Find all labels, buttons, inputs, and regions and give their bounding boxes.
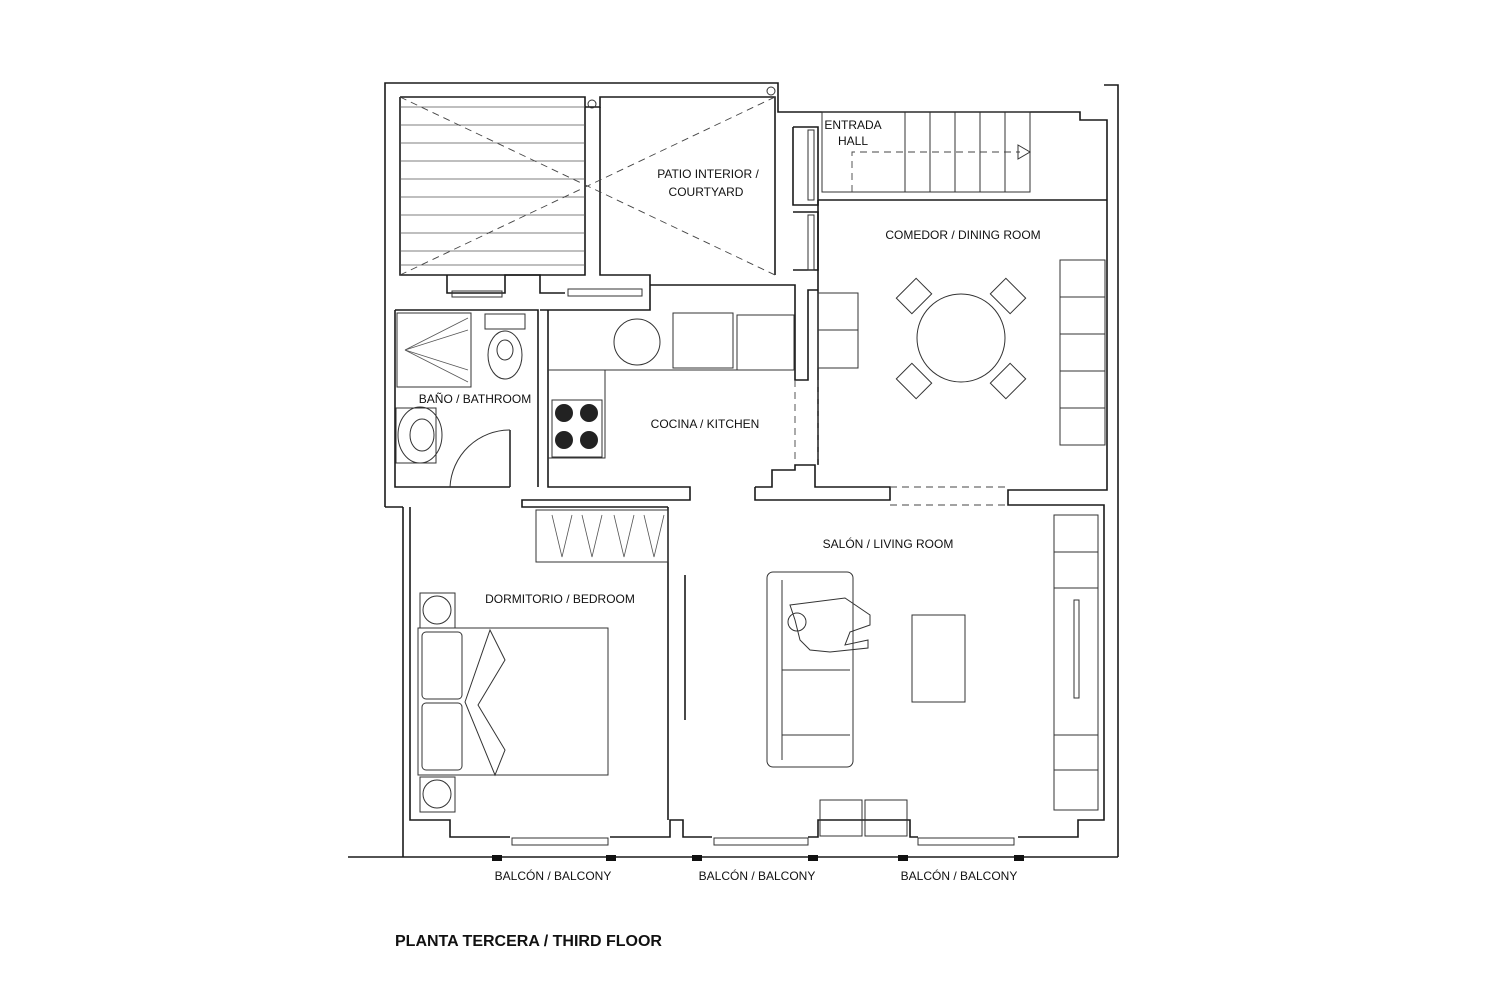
plan-title: PLANTA TERCERA / THIRD FLOOR bbox=[395, 933, 662, 950]
courtyard-label-2: COURTYARD bbox=[668, 185, 744, 199]
entrance-label-2: HALL bbox=[837, 134, 869, 148]
kitchen-fixtures bbox=[548, 313, 818, 465]
interior-walls bbox=[395, 97, 1107, 820]
bedroom-label: DORMITORIO / BEDROOM bbox=[485, 592, 635, 606]
dining-furniture bbox=[818, 260, 1105, 505]
living-furniture bbox=[767, 515, 1098, 836]
balcony-label-3: BALCÓN / BALCONY bbox=[900, 869, 1018, 883]
exterior-walls bbox=[348, 83, 1118, 857]
bathroom-label: BAÑO / BATHROOM bbox=[418, 392, 532, 406]
entrance-label: ENTRADA bbox=[824, 118, 882, 132]
living-label: SALÓN / LIVING ROOM bbox=[822, 537, 954, 551]
courtyard-label: PATIO INTERIOR / bbox=[657, 167, 759, 181]
room-labels bbox=[395, 118, 1041, 950]
bedroom-furniture bbox=[418, 510, 668, 812]
balcony-label-1: BALCÓN / BALCONY bbox=[494, 869, 612, 883]
balcony-label-2: BALCÓN / BALCONY bbox=[698, 869, 816, 883]
kitchen-label: COCINA / KITCHEN bbox=[650, 417, 760, 431]
dining-label: COMEDOR / DINING ROOM bbox=[885, 228, 1041, 242]
courtyard bbox=[400, 87, 775, 275]
